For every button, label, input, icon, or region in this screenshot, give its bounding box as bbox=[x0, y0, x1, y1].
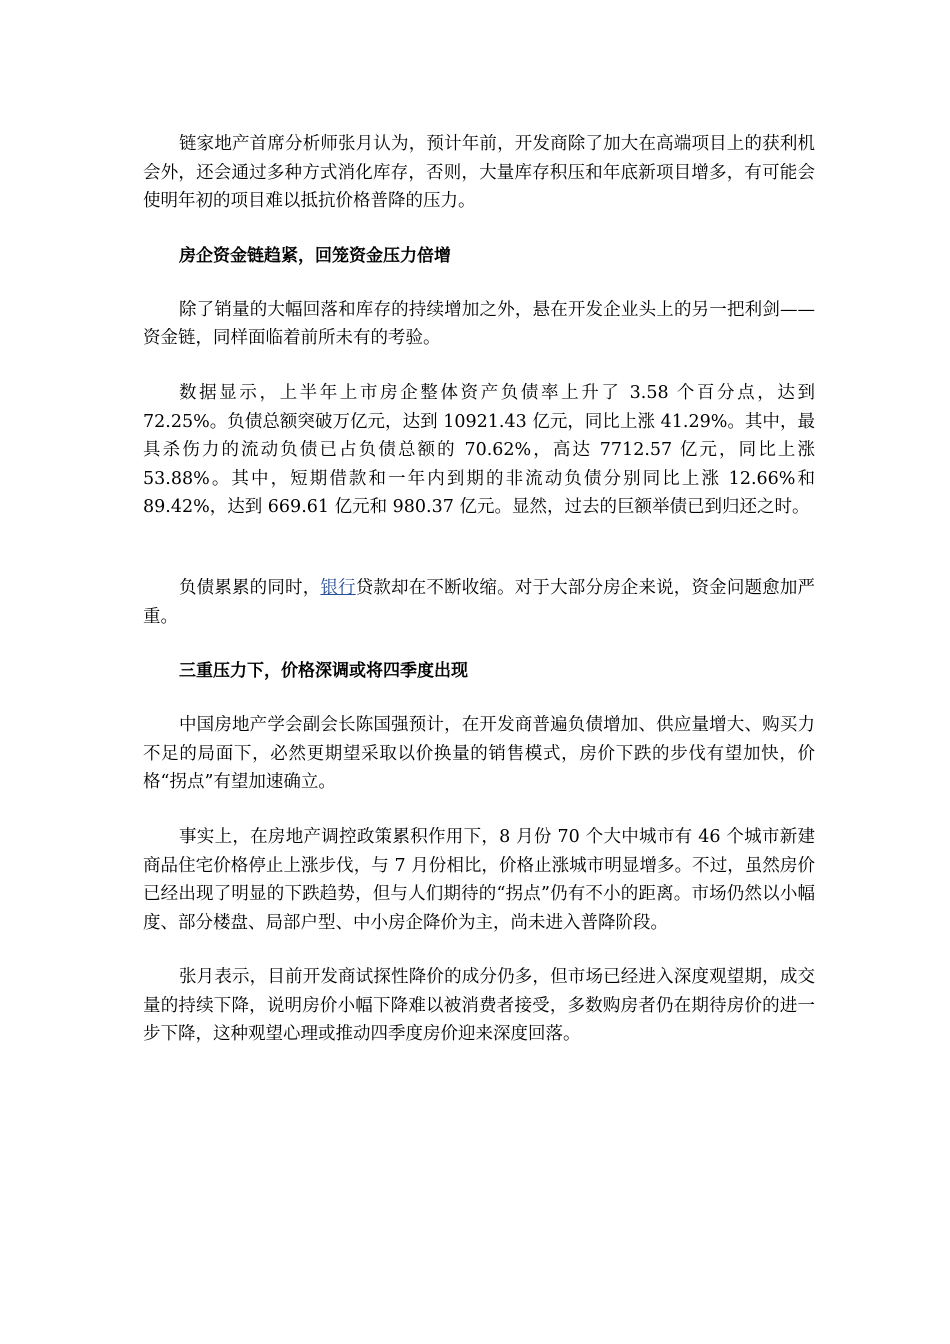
paragraph-regulation-effect: 事实上，在房地产调控政策累积作用下，8 月份 70 个大中城市有 46 个城市新建商品住宅价格停止上涨步伐，与 7 月份相比，价格止涨城市明显增多。不过，虽然房价已经出现了明显的下跌趋势，但与人们期待的“拐点”仍有不小的距离。市场仍然以小幅度、部分楼盘、局部户型、中小房企降价为主，尚未进入普降阶段。 bbox=[143, 826, 815, 933]
paragraph-price-turning-point: 中国房地产学会副会长陈国强预计，在开发商普遍负债增加、供应量增大、购买力不足的局面下，必然更期望采取以价换量的销售模式，房价下跌的步伐有望加快，价格“拐点”有望加速确立。 bbox=[143, 715, 815, 793]
spacer bbox=[143, 797, 815, 823]
bank-link[interactable]: 银行 bbox=[320, 577, 356, 598]
spacer bbox=[143, 270, 815, 296]
paragraph-debt-statistics: 数据显示，上半年上市房企整体资产负债率上升了 3.58 个百分点，达到72.25%。负债总额突破万亿元，达到 10921.43 亿元，同比上涨 41.29%。其中，最具杀伤力的流动负债已占负债总额的 70.62%，高达 7712.57 亿元，同比上涨53.88%。其中，短期借款和一年内到期的非流动负债分别同比上涨 12.66%和89.42%，达到 669.61 亿元和 980.37 亿元。显然，过去的巨额举债已到归还之时。 bbox=[143, 382, 815, 518]
paragraph-capital-chain: 除了销量的大幅回落和库存的持续增加之外，悬在开发企业头上的另一把利剑——资金链，同样面临着前所未有的考验。 bbox=[143, 299, 815, 349]
paragraph-bank-loans bbox=[143, 574, 815, 631]
paragraph-bank-loans-rest: 贷款却在不断收缩。对于大部分房企来说，资金问题愈加严重。 bbox=[143, 577, 816, 627]
spacer bbox=[143, 216, 815, 242]
paragraph-analyst-forecast: 链家地产首席分析师张月认为，预计年前，开发商除了加大在高端项目上的获利机会外，还会通过多种方式消化库存，否则，大量库存积压和年底新项目增多，有可能会使明年初的项目难以抵抗价格普降的压力。 bbox=[143, 134, 815, 212]
spacer bbox=[143, 353, 815, 379]
paragraph-wait-and-see: 张月表示，目前开发商试探性降价的成分仍多，但市场已经进入深度观望期，成交量的持续下降，说明房价小幅下降难以被消费者接受，多数购房者仍在期待房价的进一步下降，这种观望心理或推动四季度房价迎来深度回落。 bbox=[143, 967, 815, 1045]
section-heading-capital-chain: 房企资金链趋紧，回笼资金压力倍增 bbox=[179, 245, 451, 266]
spacer bbox=[143, 522, 815, 574]
spacer bbox=[143, 685, 815, 711]
spacer bbox=[143, 631, 815, 657]
paragraph-bank-loans-lead: 负债累累的同时， bbox=[179, 577, 321, 598]
section-heading-triple-pressure: 三重压力下，价格深调或将四季度出现 bbox=[179, 661, 468, 682]
article-body bbox=[143, 130, 815, 1049]
spacer bbox=[143, 937, 815, 963]
